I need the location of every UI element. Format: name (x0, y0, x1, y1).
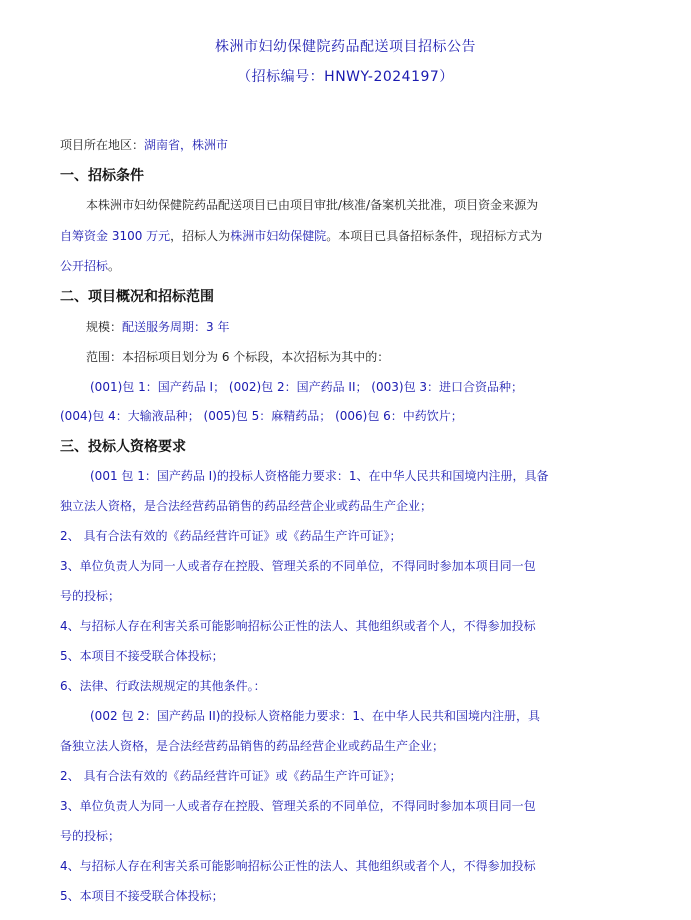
qualification-line: 备独立法人资格，是合法经营药品销售的药品经营企业或药品生产企业； (60, 739, 445, 753)
qualification-line: 5、本项目不接受联合体投标； (60, 649, 224, 663)
qualification-line: 4、与招标人存在利害关系可能影响招标公正性的法人、其他组织或者个人，不得参加投标 (60, 619, 536, 633)
qualification-line: 4、与招标人存在利害关系可能影响招标公正性的法人、其他组织或者个人，不得参加投标 (60, 859, 536, 873)
section-2-heading: 二、项目概况和招标范围 (60, 289, 214, 305)
qualification-line: 独立法人资格，是合法经营药品销售的药品经营企业或药品生产企业； (60, 499, 433, 513)
qualification-line: 号的投标； (60, 589, 121, 603)
range-line: 范围：本招标项目划分为 6 个标段，本次招标为其中的： (86, 350, 390, 364)
qualification-line: 2、 具有合法有效的《药品经营许可证》或《药品生产许可证》； (60, 529, 402, 543)
scale-value: 配送服务周期：3 年 (122, 320, 230, 334)
qualification-line: 号的投标； (60, 829, 121, 843)
section-1-text: 自筹资金 3100 万元，招标人为株洲市妇幼保健院。本项目已具备招标条件，现招标方式为 (60, 229, 543, 243)
tenderer-name: 株洲市妇幼保健院 (230, 229, 327, 243)
qualification-line: 3、单位负责人为同一人或者存在控股、管理关系的不同单位，不得同时参加本项目同一包 (60, 559, 536, 573)
qualification-line: (001 包 1：国产药品 I)的投标人资格能力要求：1、在中华人民共和国境内注册，具备 (90, 469, 549, 483)
scale-line: 规模：配送服务周期：3 年 (86, 320, 230, 334)
qualification-line: 6、法律、行政法规规定的其他条件。： (60, 679, 266, 693)
fund-amount: 自筹资金 3100 万元 (60, 229, 171, 243)
tender-number: （招标编号：HNWY-2024197） (237, 69, 454, 85)
lots-line: (004)包 4：大输液品种； (005)包 5：麻精药品； (006)包 6：中药饮片； (60, 409, 463, 423)
document-title: 株洲市妇幼保健院药品配送项目招标公告 (215, 39, 476, 55)
section-3-heading: 三、投标人资格要求 (60, 439, 186, 455)
lots-line: (001)包 1：国产药品 I； (002)包 2：国产药品 II； (003)包 3：进口合资品种； (90, 380, 524, 394)
region-value: 湖南省，株洲市 (144, 138, 229, 152)
qualification-line: 5、本项目不接受联合体投标； (60, 889, 224, 903)
section-1-text: 公开招标。 (60, 259, 121, 273)
qualification-line: 3、单位负责人为同一人或者存在控股、管理关系的不同单位，不得同时参加本项目同一包 (60, 799, 536, 813)
qualification-line: (002 包 2：国产药品 II)的投标人资格能力要求：1、在中华人民共和国境内注册，具 (90, 709, 541, 723)
region-label: 项目所在地区： (60, 138, 145, 152)
qualification-line: 2、 具有合法有效的《药品经营许可证》或《药品生产许可证》； (60, 769, 402, 783)
section-1-heading: 一、招标条件 (60, 168, 144, 184)
region-line (60, 136, 228, 153)
section-1-text: 本株洲市妇幼保健院药品配送项目已由项目审批/核准/备案机关批准，项目资金来源为 (86, 198, 539, 212)
tender-method: 公开招标 (60, 259, 109, 273)
